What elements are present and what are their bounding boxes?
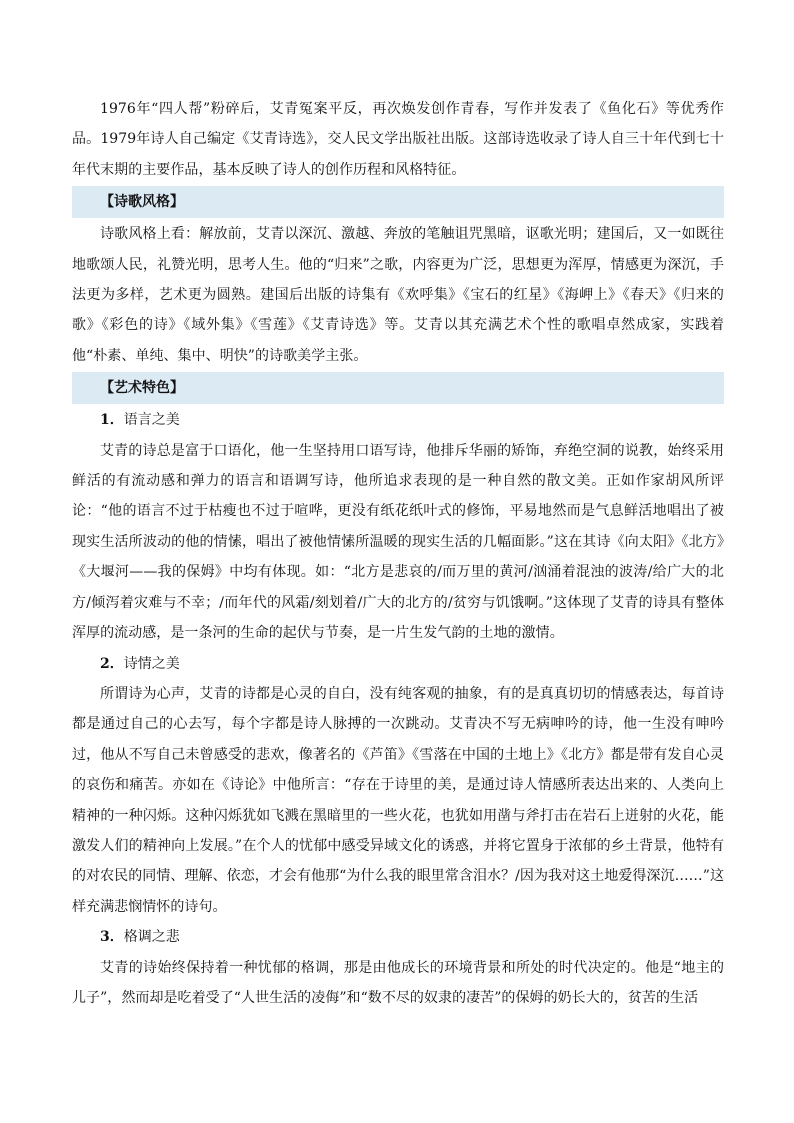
emotion-beauty-number: 2． bbox=[100, 655, 124, 672]
poetry-style-heading: 【诗歌风格】 bbox=[72, 186, 724, 218]
poetry-style-paragraph: 诗歌风格上看：解放前，艾青以深沉、激越、奔放的笔触诅咒黑暗，讴歌光明；建国后，又一如既往地歌颂人民，礼赞光明，思考人生。他的“归来”之歌，内容更为广泛，思想更为浑厚，情感更为深沉，手法更为多样，艺术更为圆熟。建国后出版的诗集有《欢呼集》《宝石的红星》《海岬上》《春天》《归来的歌》《彩色的诗》《域外集》《雪莲》《艾青诗选》等。艾青以其充满艺术个性的歌唱卓然成家，实践着他“朴素、单纯、集中、明快”的诗歌美学主张。 bbox=[72, 226, 724, 364]
document-page bbox=[72, 94, 724, 1013]
emotion-beauty-paragraph: 所谓诗为心声，艾青的诗都是心灵的自白，没有纯客观的抽象，有的是真真切切的情感表达，每首诗都是通过自己的心去写，每个字都是诗人脉搏的一次跳动。艾青决不写无病呻吟的诗，他一生没有呻吟过，他从不写自己未曾感受的悲欢，像著名的《芦笛》《雪落在中国的土地上》《北方》都是带有发自心灵的哀伤和痛苦。亦如在《诗论》中他所言：“存在于诗里的美，是通过诗人情感所表达出来的、人类向上精神的一种闪烁。这种闪烁犹如飞溅在黑暗里的一些火花，也犹如用凿与斧打击在岩石上迸射的火花，能激发人们的精神向上发展。”在个人的忧郁中感受异域文化的诱惑，并将它置身于浓郁的乡土背景，他特有的对农民的同情、理解、依恋，才会有他那“为什么我的眼里常含泪水？/因为我对这土地爱得深沉……”这样充满悲悯情怀的诗句。 bbox=[72, 685, 724, 915]
tone-sorrow-subheading bbox=[72, 922, 724, 952]
art-features-heading: 【艺术特色】 bbox=[72, 372, 724, 404]
language-beauty-subheading bbox=[72, 405, 724, 435]
language-beauty-number: 1． bbox=[100, 412, 124, 429]
emotion-beauty-title: 诗情之美 bbox=[123, 655, 180, 672]
emotion-beauty-subheading bbox=[72, 649, 724, 679]
tone-sorrow-paragraph: 艾青的诗始终保持着一种忧郁的格调，那是由他成长的环境背景和所处的时代决定的。他是“地主的儿子”，然而却是吃着受了“人世生活的凌侮”和“数不尽的奴隶的凄苦”的保姆的奶长大的，贫苦的生活 bbox=[72, 959, 724, 1006]
tone-sorrow-title: 格调之悲 bbox=[123, 929, 180, 946]
intro-paragraph: 1976年“四人帮”粉碎后，艾青冤案平反，再次焕发创作青春，写作并发表了《鱼化石》等优秀作品。1979年诗人自己编定《艾青诗选》，交人民文学出版社出版。这部诗选收录了诗人自三十年代到七十年代末期的主要作品，基本反映了诗人的创作历程和风格特征。 bbox=[72, 101, 724, 178]
tone-sorrow-number: 3． bbox=[100, 929, 124, 946]
language-beauty-title: 语言之美 bbox=[123, 412, 180, 429]
language-beauty-paragraph: 艾青的诗总是富于口语化，他一生坚持用口语写诗，他排斥华丽的矫饰，弃绝空洞的说教，始终采用鲜活的有流动感和弹力的语言和语调写诗，他所追求表现的是一种自然的散文美。正如作家胡风所评论：“他的语言不过于枯瘦也不过于喧哗，更没有纸花纸叶式的修饰，平易地然而是气息鲜活地唱出了被现实生活所波动的他的情愫，唱出了被他情愫所温暖的现实生活的几幅面影。”这在其诗《向太阳》《北方》《大堰河——我的保姆》中均有体现。如：“北方是悲哀的/而万里的黄河/汹涌着混浊的波涛/给广大的北方/倾泻着灾难与不幸；/而年代的风霜/刻划着/广大的北方的/贫穷与饥饿啊。”这体现了艾青的诗具有整体浑厚的流动感，是一条河的生命的起伏与节奏，是一片生发气韵的土地的激情。 bbox=[72, 442, 724, 642]
